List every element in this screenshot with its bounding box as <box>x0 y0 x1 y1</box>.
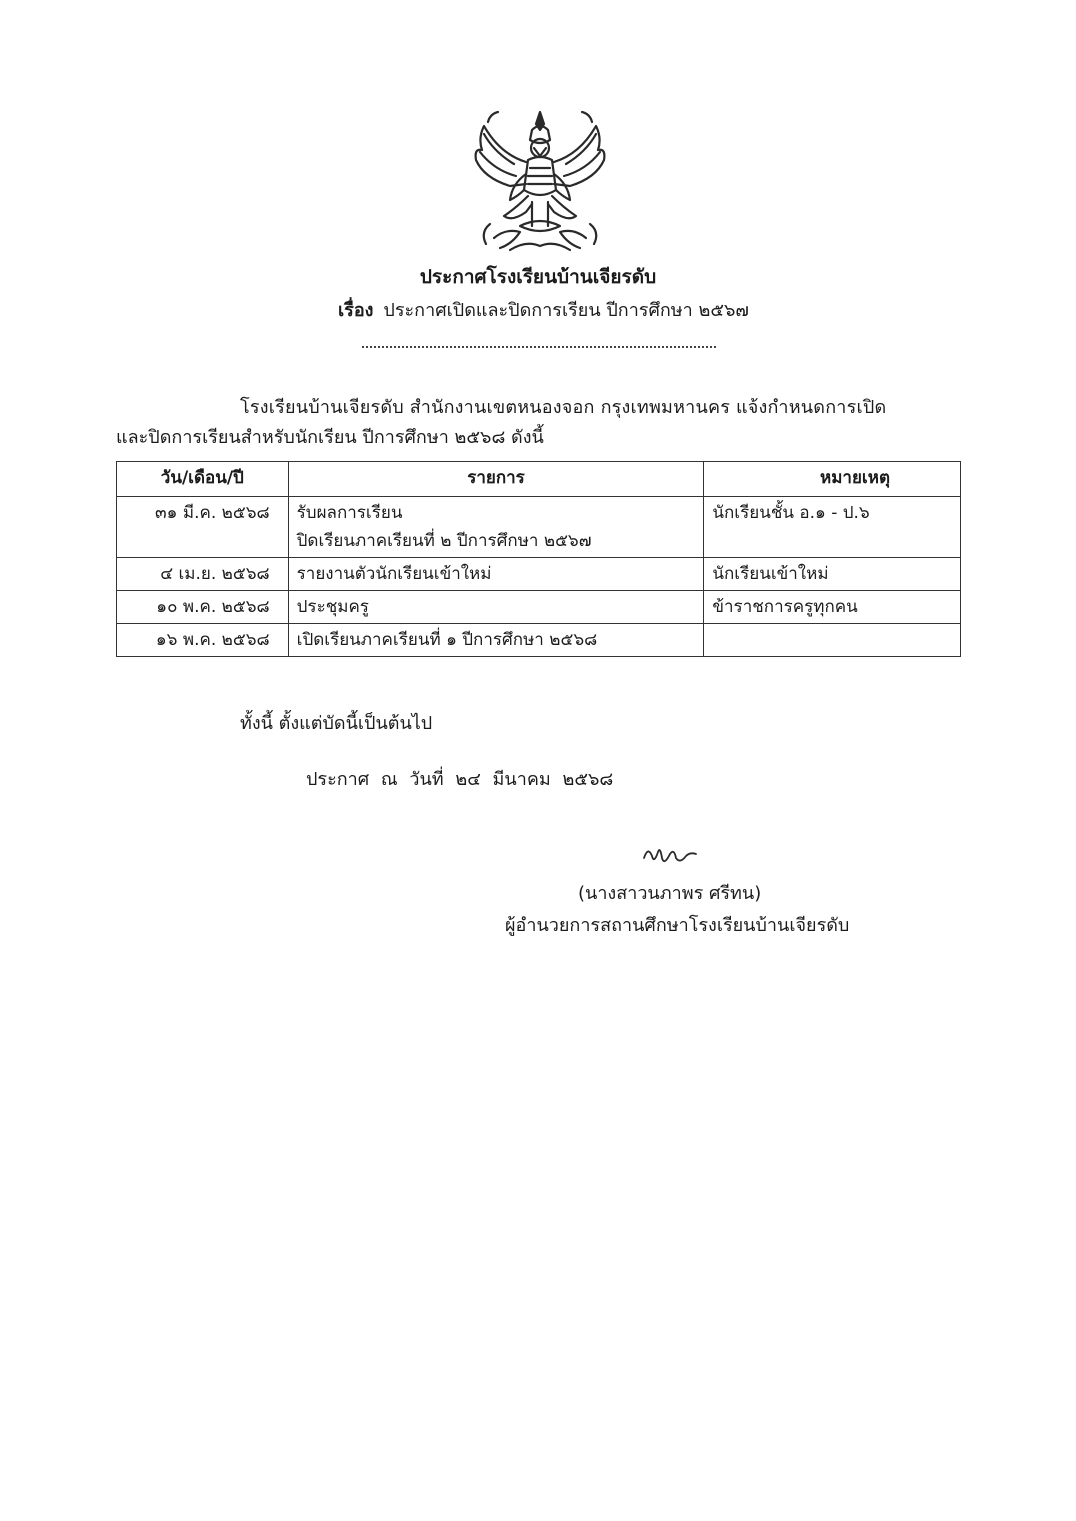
signatory-name: (นางสาวนภาพร ศรีทน) <box>578 883 762 904</box>
row-item-text: เปิดเรียนภาคเรียนที่ ๑ ปีการศึกษา ๒๕๖๘ <box>296 630 598 650</box>
dotted-divider <box>362 346 716 348</box>
header-date: วัน/เดือน/ปี <box>117 462 289 497</box>
subject-text: ประกาศเปิดและปิดการเรียน ปีการศึกษา ๒๕๖๗ <box>383 300 749 321</box>
table-header-row <box>117 462 961 497</box>
row-date: ๓๑ มี.ค. ๒๕๖๘ <box>117 497 289 558</box>
signature-icon <box>640 838 700 874</box>
table-row <box>117 591 961 624</box>
row-remark: นักเรียนชั้น อ.๑ - ป.๖ <box>704 497 961 558</box>
table-row <box>117 497 961 558</box>
document-title: ประกาศโรงเรียนบ้านเจียรดับ <box>419 266 657 288</box>
intro-paragraph-line-1: โรงเรียนบ้านเจียรดับ สำนักงานเขตหนองจอก กรุงเทพมหานคร แจ้งกำหนดการเปิด <box>240 397 887 418</box>
row-items <box>288 497 704 558</box>
row-items <box>288 624 704 657</box>
row-remark <box>704 624 961 657</box>
header-item: รายการ <box>288 462 704 497</box>
schedule-table <box>116 461 961 657</box>
row-item-text: ประชุมครู <box>296 597 369 617</box>
row-items <box>288 558 704 591</box>
row-items <box>288 591 704 624</box>
header-remark: หมายเหตุ <box>704 462 961 497</box>
row-item-text: รับผลการเรียน <box>296 503 403 523</box>
subject-label: เรื่อง <box>338 300 374 321</box>
row-date: ๑๐ พ.ค. ๒๕๖๘ <box>117 591 289 624</box>
intro-paragraph-line-2: และปิดการเรียนสำหรับนักเรียน ปีการศึกษา ๒๕๖๘ ดังนี้ <box>116 427 544 448</box>
row-remark: ข้าราชการครูทุกคน <box>704 591 961 624</box>
row-date: ๑๖ พ.ค. ๒๕๖๘ <box>117 624 289 657</box>
effective-statement: ทั้งนี้ ตั้งแต่บัดนี้เป็นต้นไป <box>240 713 433 734</box>
signatory-position: ผู้อำนวยการสถานศึกษาโรงเรียนบ้านเจียรดับ <box>505 915 850 936</box>
table-row <box>117 558 961 591</box>
row-remark: นักเรียนเข้าใหม่ <box>704 558 961 591</box>
garuda-emblem-icon <box>470 104 610 260</box>
row-item-text: รายงานตัวนักเรียนเข้าใหม่ <box>296 564 492 584</box>
row-date: ๔ เม.ย. ๒๕๖๘ <box>117 558 289 591</box>
row-item-text: ปิดเรียนภาคเรียนที่ ๒ ปีการศึกษา ๒๕๖๗ <box>296 531 592 551</box>
table-row <box>117 624 961 657</box>
announcement-date: ประกาศ ณ วันที่ ๒๔ มีนาคม ๒๕๖๘ <box>306 769 614 790</box>
document-subject <box>338 298 749 324</box>
